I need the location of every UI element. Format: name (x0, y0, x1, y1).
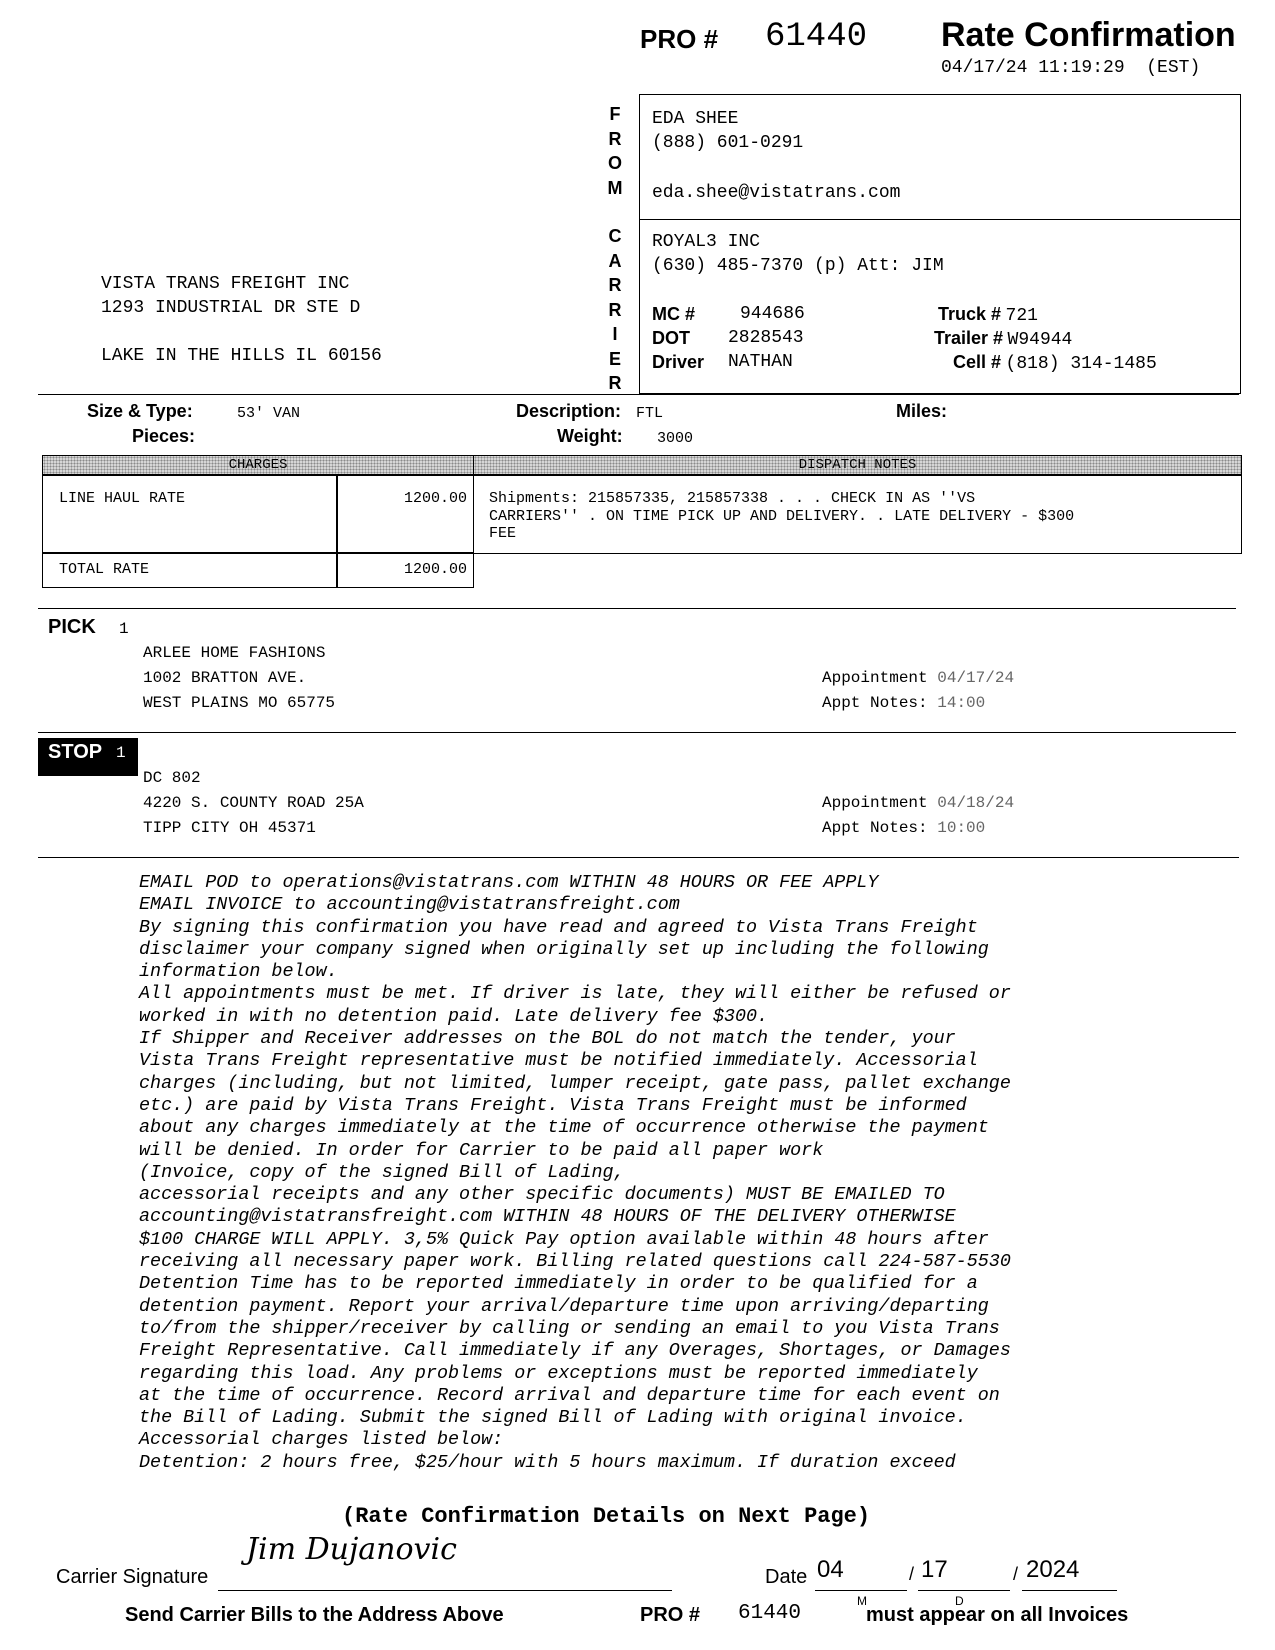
date-slash: / (1013, 1564, 1019, 1584)
signature-label: Carrier Signature (56, 1566, 209, 1588)
from-phone: (888) 601-0291 (652, 133, 804, 153)
date-year-line[interactable] (1022, 1590, 1117, 1591)
carrier-letter: A (608, 250, 622, 271)
weight-label: Weight: (557, 426, 623, 446)
terms-line: EMAIL POD to operations@vistatrans.com WITHIN 48 HOURS OR FEE APPLY (139, 872, 879, 893)
mc-row (652, 304, 805, 325)
terms-line: etc.) are paid by Vista Trans Freight. Vista Trans Freight must be informed (139, 1094, 967, 1116)
size-type-value: 53' VAN (237, 405, 301, 422)
day-sub-label: D (955, 1594, 964, 1608)
appt-notes-label: Appt Notes: (822, 694, 928, 712)
divider (38, 732, 1236, 733)
terms-line: receiving all necessary paper work. Billing related questions call 224-587-5530 (139, 1251, 1011, 1273)
from-letter: M (607, 177, 623, 198)
carrier-vertical-label (604, 224, 626, 396)
from-letter: R (608, 128, 622, 149)
must-appear-note: must appear on all Invoices (866, 1604, 1129, 1626)
date-month-line[interactable] (815, 1590, 907, 1591)
date-day-line[interactable] (918, 1590, 1010, 1591)
carrier-letter: C (608, 226, 622, 246)
divider (38, 394, 1239, 395)
dot-row (652, 328, 804, 349)
month-sub-label: M (857, 1594, 867, 1608)
from-letter: O (607, 153, 622, 173)
terms-line: accounting@vistatransfreight.com WITHIN 48 HOURS OF THE DELIVERY OTHERWISE (139, 1206, 956, 1228)
line-haul-value: 1200.00 (403, 490, 467, 507)
description-value: FTL (636, 405, 664, 422)
terms-line: will be denied. In order for Carrier to be paid all paper work (139, 1139, 824, 1161)
weight-value: 3000 (657, 430, 694, 447)
pieces-label: Pieces: (132, 426, 196, 446)
date-year: 2024 (1026, 1556, 1080, 1583)
pro-number: 61440 (765, 18, 868, 56)
appt-notes-label: Appt Notes: (822, 819, 928, 837)
footer-pro-number: 61440 (738, 1602, 802, 1625)
broker-name: VISTA TRANS FREIGHT INC (101, 274, 350, 294)
carrier-letter: I (612, 324, 618, 344)
cell-row (953, 352, 1157, 374)
terms-line: Freight Representative. Call immediately if any Overages, Shortages, or Damages (139, 1340, 1011, 1362)
stop-address: 4220 S. COUNTY ROAD 25A (143, 794, 364, 812)
pick-number: 1 (119, 620, 129, 638)
size-type-label: Size & Type: (87, 401, 193, 421)
carrier-phone: (630) 485-7370 (p) Att: JIM (652, 256, 944, 276)
broker-street: 1293 INDUSTRIAL DR STE D (101, 298, 361, 318)
date-label: Date (765, 1566, 808, 1588)
line-haul-label-cell (42, 475, 338, 554)
terms-line: Vista Trans Freight representative must be notified immediately. Accessorial (139, 1050, 978, 1072)
stop-appt (822, 794, 1014, 812)
stop-city: TIPP CITY OH 45371 (143, 819, 316, 837)
carrier-letter: R (608, 373, 622, 393)
page-title: Rate Confirmation (941, 16, 1236, 54)
pick-appt-notes (822, 694, 985, 712)
terms-line: about any charges immediately at the time of occurrence otherwise the payment (139, 1117, 989, 1139)
stop-label: STOP (48, 741, 103, 763)
stop-appt-notes (822, 819, 985, 837)
carrier-letter: R (608, 275, 622, 295)
pro-label: PRO # (640, 24, 719, 54)
terms-line: All appointments must be met. If driver is late, they will either be refused or (139, 983, 1011, 1005)
carrier-signature: Jim Dujanovic (246, 1532, 457, 1567)
carrier-letter: E (608, 348, 621, 369)
from-letter: F (609, 104, 621, 124)
stop-name: DC 802 (143, 769, 201, 787)
dispatch-notes-header: DISPATCH NOTES (473, 455, 1242, 475)
appt-label: Appointment (822, 669, 928, 687)
total-rate-label: TOTAL RATE (59, 561, 150, 578)
terms-line: Detention: 2 hours free, $25/hour with 5 hours maximum. If duration exceed (139, 1451, 956, 1473)
total-rate-value: 1200.00 (403, 561, 467, 578)
terms-line: at the time of occurrence. Record arrival and departure time for each event on (139, 1384, 1000, 1406)
terms-line: to/from the shipper/receiver by calling or sending an email to you Vista Trans (139, 1317, 1000, 1339)
pick-address: 1002 BRATTON AVE. (143, 669, 307, 687)
trailer-label: Trailer # (934, 328, 1004, 348)
from-name: EDA SHEE (652, 109, 739, 129)
footer-pro-label: PRO # (640, 1604, 701, 1626)
stop-number: 1 (116, 744, 126, 762)
pick-label: PICK (48, 616, 96, 638)
date-month: 04 (817, 1556, 844, 1583)
timestamp: 04/17/24 11:19:29 (EST) (941, 58, 1201, 78)
terms-line: Detention Time has to be reported immediately in order to be qualified for a (139, 1273, 978, 1295)
charges-header: CHARGES (42, 455, 474, 475)
dot-label: DOT (652, 328, 690, 348)
appt-label: Appointment (822, 794, 928, 812)
driver-name: NATHAN (728, 352, 793, 372)
date-slash: / (909, 1564, 915, 1584)
trailer-number: W94944 (1007, 330, 1073, 350)
date-day: 17 (921, 1556, 948, 1583)
next-page-note: (Rate Confirmation Details on Next Page) (342, 1504, 871, 1529)
signature-line[interactable] (218, 1590, 672, 1591)
pick-city: WEST PLAINS MO 65775 (143, 694, 336, 712)
terms-line: information below. (139, 961, 338, 983)
terms-line: EMAIL INVOICE to accounting@vistatransfreight.com (139, 894, 680, 916)
from-box (639, 94, 1241, 220)
terms-line: accessorial receipts and any other specific documents) MUST BE EMAILED TO (139, 1184, 945, 1206)
terms-line: worked in with no detention paid. Late delivery fee $300. (139, 1005, 769, 1027)
driver-label: Driver (652, 352, 705, 372)
terms-block (139, 872, 1239, 1474)
divider (38, 857, 1239, 858)
appt-date: 04/18/24 (937, 794, 1015, 812)
dispatch-notes-text: Shipments: 215857335, 215857338 . . . CHECK IN AS ''VS CARRIERS'' . ON TIME PICK UP AND DELIVERY. . LATE DELIVERY - $300 FEE (489, 490, 1075, 542)
appt-notes-value: 14:00 (937, 694, 986, 712)
terms-line: regarding this load. Any problems or exceptions must be reported immediately (139, 1362, 978, 1384)
terms-line: By signing this confirmation you have read and agreed to Vista Trans Freight (139, 916, 978, 938)
truck-label: Truck # (938, 304, 1002, 324)
carrier-letter: R (608, 299, 622, 320)
truck-row (938, 304, 1038, 326)
terms-line: charges (including, but not limited, lumper receipt, gate pass, pallet exchange (139, 1072, 1011, 1094)
terms-line: If Shipper and Receiver addresses on the BOL do not match the tender, your (139, 1028, 956, 1050)
appt-notes-value: 10:00 (937, 819, 986, 837)
cell-label: Cell # (953, 352, 1002, 372)
terms-line: Accessorial charges listed below: (139, 1429, 504, 1451)
cell-number: (818) 314-1485 (1005, 354, 1157, 374)
mc-label: MC # (652, 304, 696, 324)
terms-line: disclaimer your company signed when originally set up including the following (139, 938, 989, 960)
pick-appt (822, 669, 1014, 687)
send-bills-note: Send Carrier Bills to the Address Above (125, 1604, 504, 1626)
mc-number: 944686 (740, 304, 805, 324)
divider (38, 608, 1236, 609)
from-email: eda.shee@vistatrans.com (652, 183, 901, 203)
trailer-row (934, 328, 1072, 350)
terms-line: the Bill of Lading. Submit the signed Bill of Lading with original invoice. (139, 1407, 967, 1429)
line-haul-value-cell (336, 475, 474, 554)
terms-line: $100 CHARGE WILL APPLY. 3,5% Quick Pay option available within 48 hours after (139, 1228, 989, 1250)
truck-number: 721 (1005, 306, 1038, 326)
driver-row (652, 352, 793, 373)
miles-label: Miles: (896, 401, 948, 421)
dot-number: 2828543 (728, 328, 804, 348)
carrier-box (639, 218, 1241, 394)
line-haul-label: LINE HAUL RATE (59, 490, 186, 507)
description-label: Description: (516, 401, 622, 421)
appt-date: 04/17/24 (937, 669, 1015, 687)
terms-line: detention payment. Report your arrival/departure time upon arriving/departing (139, 1295, 989, 1317)
broker-city: LAKE IN THE HILLS IL 60156 (101, 346, 382, 366)
pick-name: ARLEE HOME FASHIONS (143, 644, 326, 662)
from-vertical-label (604, 102, 626, 200)
carrier-name: ROYAL3 INC (652, 232, 761, 252)
terms-line: (Invoice, copy of the signed Bill of Lading, (139, 1161, 625, 1183)
